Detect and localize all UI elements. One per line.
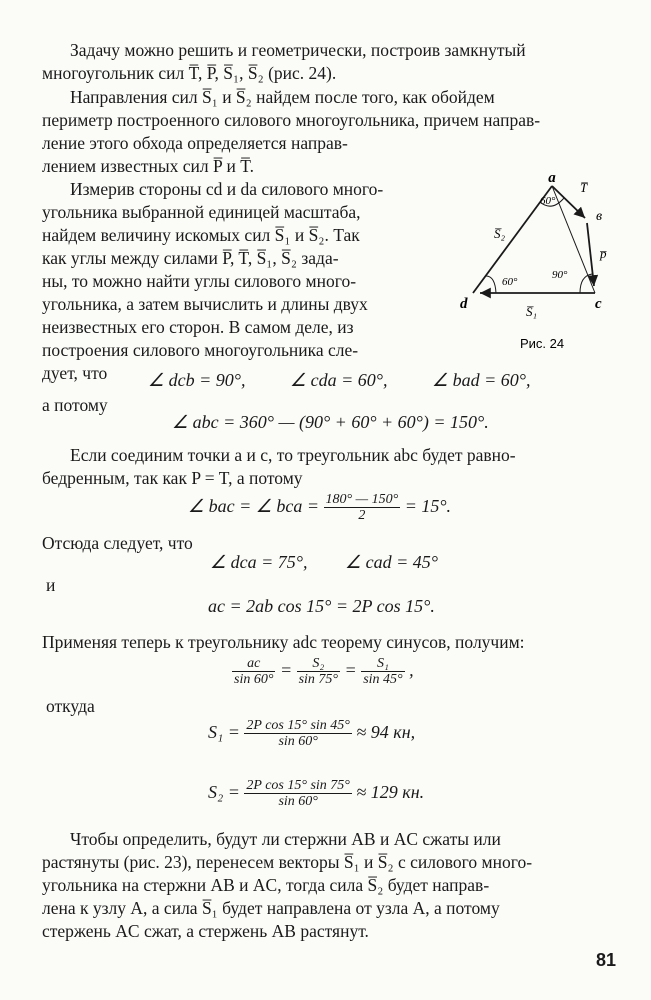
p6-line5: стержень AC сжат, а стержень AB растянут. [42,921,369,941]
eq6-n1: ac [232,656,275,672]
vertex-c: c [595,296,602,312]
p5-line: Применяя теперь к треугольнику adc теорему синусов, получим: [42,632,525,652]
p2-line4: лением известных сил P̅ и T̅. [42,156,254,176]
p3-line6: угольника, а затем вычислить и длины двух [42,294,368,314]
p3-line3: найдем величину искомых сил S̅₁ и S̅₂. Так [42,225,360,245]
eq6-d2: sin 75° [298,672,339,688]
p3-line8: построения силового многоугольника сле- [42,340,359,360]
eq-S2 [208,778,424,810]
label-S1: S̅₁ [526,304,538,319]
eq-angle-cda: ∠ cda = 60°, [290,370,388,390]
angle-c-label: 90° [552,269,568,281]
eq7-lhs: S₁ = [208,722,240,743]
eq6-eq1: = [279,660,293,681]
eq3-lhs: ∠ bac = ∠ bca = [188,496,320,517]
p1-line1: Задачу можно решить и геометрически, построив замкнутый [70,40,526,60]
angle-c-arc [580,274,592,293]
figure-caption: Рис. 24 [520,336,565,351]
eq6-frac3 [361,656,404,688]
eq-S1 [208,718,415,750]
vertex-a: a [548,170,556,186]
eq6-n3: S₁ [361,656,404,672]
label-P: p̅ [600,246,607,261]
eq6-d3: sin 45° [363,672,403,688]
angle-d-arc [486,276,496,293]
p3-line7: неизвестных его сторон. В самом деле, из [42,317,354,337]
eq8-num: 2P cos 15° sin 75° [246,778,350,793]
eq6-d1: sin 60° [234,672,274,688]
eq-angle-abc: ∠ abc = 360° — (90° + 60° + 60°) = 150°. [172,412,489,432]
eq6-eq2: = [344,660,357,681]
p4-line1: Если соединим точки a и c, то треугольник abc будет равно- [70,445,516,465]
p6-line1: Чтобы определить, будут ли стержни AB и AC сжаты или [70,829,501,849]
p2-line3: ление этого обхода определяется направ- [42,133,348,153]
p3-line1: Измерив стороны cd и da силового много- [70,179,384,199]
eq8-den: sin 60° [278,794,318,810]
eq-ac: ac = 2ab cos 15° = 2P cos 15°. [208,596,435,616]
eq6-frac2 [297,656,340,688]
eq-angle-cad: ∠ cad = 45° [345,552,438,572]
p3-line2: угольника выбранной единицей масштаба, [42,202,361,222]
angle-d-label: 60° [502,276,518,288]
text-otsyuda: Отсюда следует, что [42,533,193,553]
label-T: T̅ [580,180,588,195]
eq8-fraction [244,778,352,810]
eq-angle-dca: ∠ dca = 75°, [210,552,308,572]
vertex-d: d [460,296,468,312]
p4-line2: бедренным, так как P = T, а потому [42,468,303,488]
eq3-rhs: = 15°. [404,496,452,517]
eq-angle-dcb: ∠ dcb = 90°, [148,370,246,390]
vertex-b: в [596,209,603,224]
p6-line2: растянуты (рис. 23), перенесем векторы S̅₁ и S̅₂ с силового много- [42,852,533,872]
eq7-fraction [244,718,352,750]
label-S2: S̅₂ [494,226,506,241]
p3-line4: как углы между силами P̅, T̅, S̅₁, S̅₂ зада- [42,248,339,268]
eq7-den: sin 60° [278,734,318,750]
eq8-lhs: S₂ = [208,782,240,803]
eq6-frac1 [232,656,275,688]
angle-a-label: 60° [540,195,556,207]
page-number: 81 [596,950,617,970]
eq7-num: 2P cos 15° sin 45° [246,718,350,733]
p3-line9: дует, что [42,363,108,383]
eq-angle-bad: ∠ bad = 60°, [432,370,531,390]
p2-line2: периметр построенного силового многоугольника, причем направ- [42,110,541,130]
p2-line1: Направления сил S̅₁ и S̅₂ найдем после того, как обойдем [70,87,495,107]
eq3-num: 180° — 150° [325,492,399,507]
p6-line3: угольника на стержни AB и AC, тогда сила S̅₂ будет направ- [42,875,490,895]
eq-law-of-sines [232,656,414,688]
text-a-potomu: а потому [42,395,108,415]
eq8-rhs: ≈ 129 кн. [356,782,425,803]
eq-bac-bca [188,492,451,524]
force-polygon-figure [440,168,610,383]
p6-line4: лена к узлу A, а сила S̅₁ будет направлена от узла A, а потому [42,898,500,918]
text-i: и [46,575,56,595]
p3-line5: ны, то можно найти углы силового много- [42,271,357,291]
p1-line2: многоугольник сил T̅, P̅, S̅₁, S̅₂ (рис. 24). [42,63,337,83]
eq3-den: 2 [358,508,366,524]
eq3-fraction [324,492,401,524]
eq6-n2: S₂ [297,656,340,672]
eq7-rhs: ≈ 94 кн, [356,722,416,743]
text-otkuda: откуда [46,696,95,716]
eq6-tail: , [409,660,414,681]
